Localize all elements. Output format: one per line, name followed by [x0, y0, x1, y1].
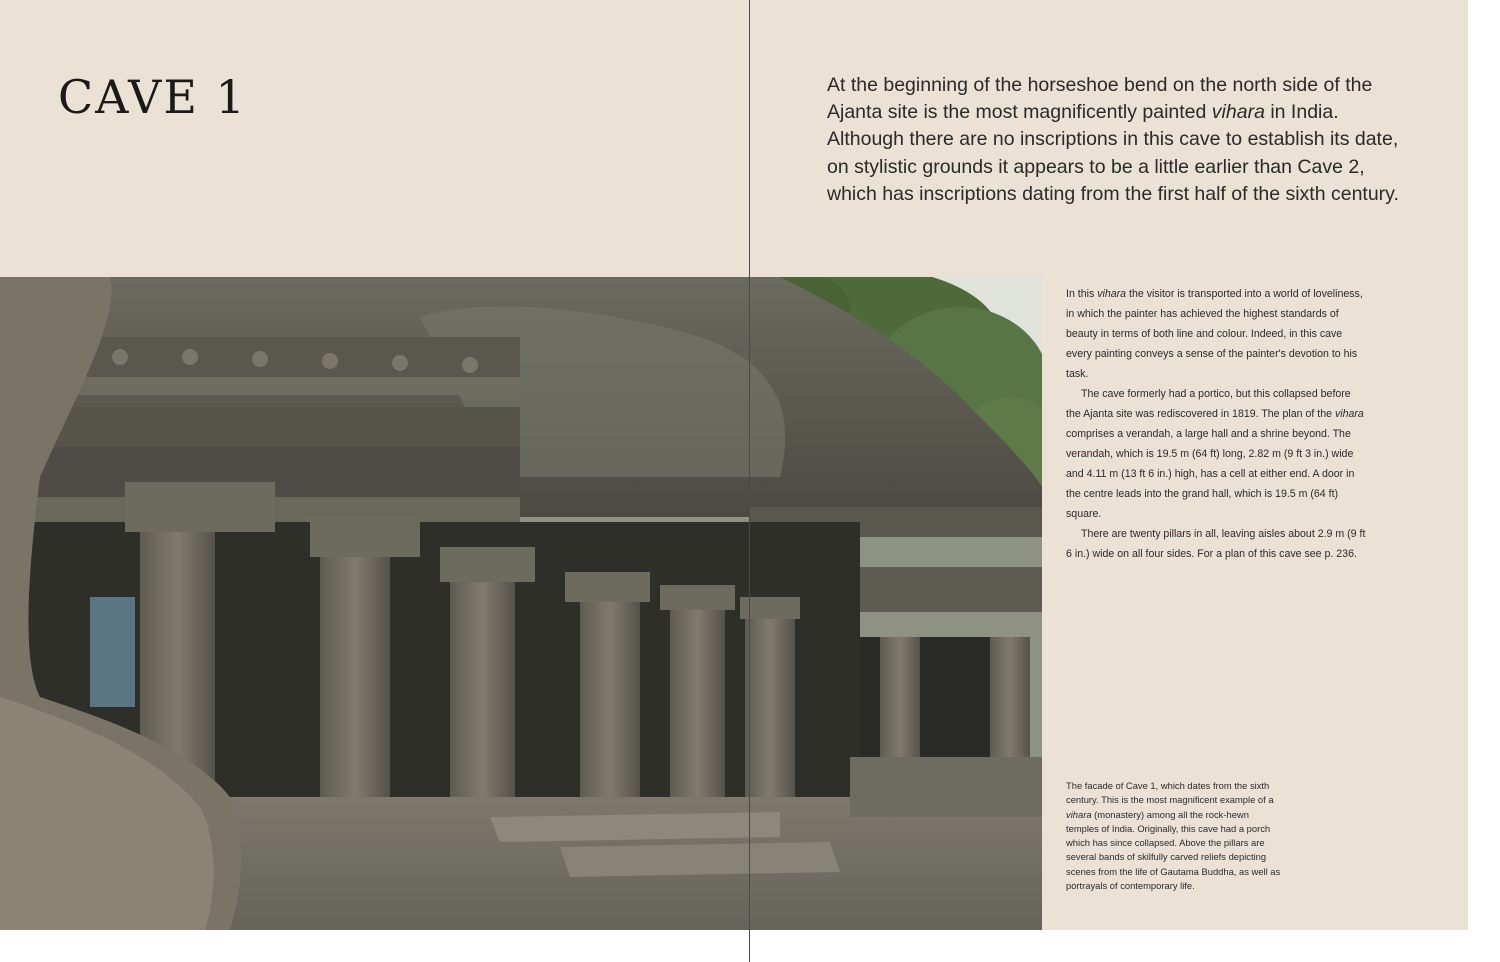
page-gutter — [749, 0, 750, 962]
body-p2-start: The cave formerly had a portico, but this collapsed before the Ajanta site was rediscovered in 1819. The plan of the — [1066, 388, 1351, 420]
body-p1-term: vihara — [1097, 288, 1127, 300]
body-p2-end: comprises a verandah, a large hall and a shrine beyond. The verandah, which is 19.5 m (64 ft) long, 2.82 m (9 ft 3 in.) wide and 4.11 m (13 ft 6 in.) high, has a cell at either end. A door in the centre leads into the grand hall, which is 19.5 m (64 ft) square. — [1066, 428, 1355, 520]
body-paragraph-1 — [1066, 284, 1366, 384]
body-p2-term: vihara — [1334, 408, 1364, 420]
intro-text-start: At the beginning of the horseshoe bend on the north side of the Ajanta site is the most magnificently painted — [827, 74, 1373, 124]
intro-paragraph — [827, 72, 1412, 208]
body-paragraph-3: There are twenty pillars in all, leaving aisles about 2.9 m (9 ft 6 in.) wide on all four sides. For a plan of this cave see p. 236. — [1066, 528, 1366, 560]
body-text — [1066, 284, 1366, 564]
cave-facade-photo — [0, 277, 1042, 930]
caption-text-end: (monastery) among all the rock-hewn temples of India. Originally, this cave had a porch which has since collapsed. Above the pillars are several bands of skilfully carved reliefs depicting scenes from the life of Gautama Buddha, as well as portrayals of contemporary life. — [1066, 808, 1281, 892]
body-p1-end: the visitor is transported into a world of loveliness, in which the painter has achieved the highest standards of beauty in terms of both line and colour. Indeed, in this cave every painting conveys a sense of the painter's devotion to his task. — [1066, 288, 1363, 380]
body-paragraph-2 — [1066, 384, 1366, 524]
photo-caption — [1066, 779, 1282, 893]
caption-term: vihara — [1066, 808, 1092, 820]
intro-text-end: in India. Although there are no inscriptions in this cave to establish its date, on stylistic grounds it appears to be a little earlier than Cave 2, which has inscriptions dating from the first half of the sixth century. — [827, 101, 1399, 205]
intro-term: vihara — [1211, 101, 1265, 124]
page-margin-right — [1468, 0, 1500, 930]
caption-text-start: The facade of Cave 1, which dates from the sixth century. This is the most magnificent example of a — [1066, 780, 1274, 806]
body-p1-start: In this — [1066, 288, 1098, 300]
page-title: CAVE 1 — [58, 70, 247, 124]
page-margin-bottom — [0, 930, 1500, 962]
